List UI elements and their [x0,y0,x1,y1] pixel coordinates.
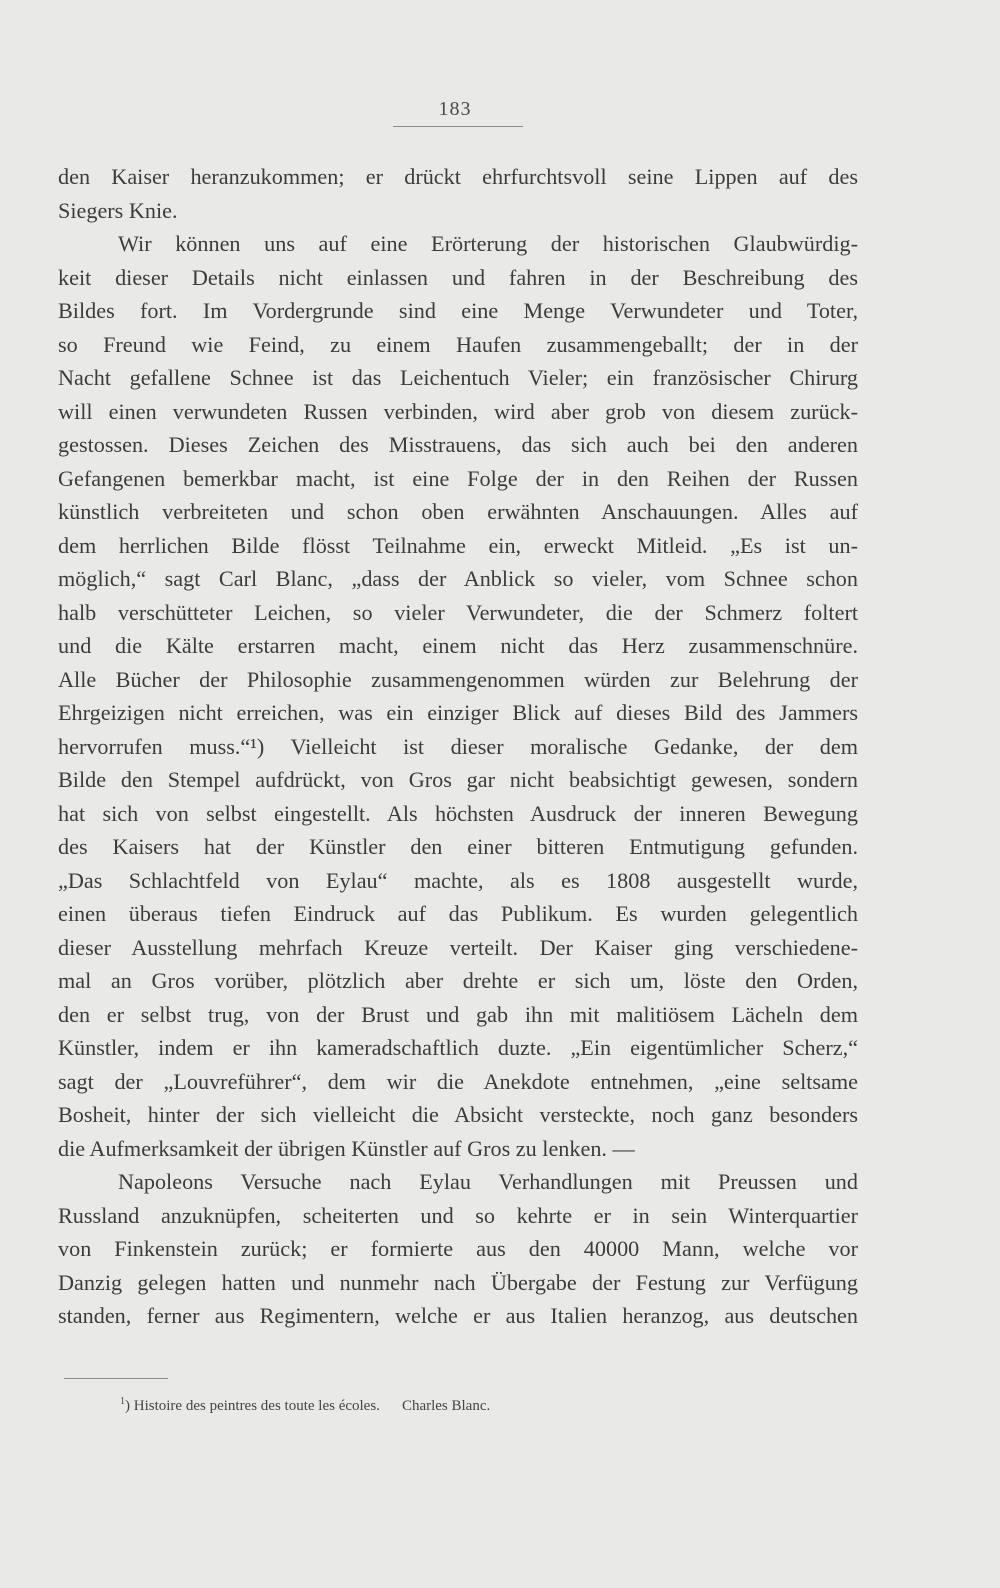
footnote: $^1$) Histoire des peintres des toute les écoles. Charles Blanc. [120,1396,491,1414]
footnote-author: Charles Blanc. [401,1398,491,1414]
page-number: 183 [438,98,472,120]
text-line: Danzig gelegen hatten und nunmehr nach Übergabe der Festung zur Verfügung [58,1269,858,1295]
text-line: dieser Ausstellung mehrfach Kreuze verteilt. Der Kaiser ging verschiedene- [58,934,858,960]
text-line: standen, ferner aus Regimentern, welche er aus Italien heranzog, aus deutschen [58,1303,858,1328]
text-line: Bilde den Stempel aufdrückt, von Gros gar nicht beabsichtigt gewesen, sondern [58,767,858,792]
text-line: sagt der „Louvreführer“, dem wir die Anekdote entnehmen, „eine seltsame [58,1068,858,1094]
text-line: will einen verwundeten Russen verbinden, wird aber grob von diesem zurück- [58,398,858,424]
text-line: hervorrufen muss.“¹) Vielleicht ist dieser moralische Gedanke, der dem [58,733,858,759]
text-line: Ehrgeizigen nicht erreichen, was ein einziger Blick auf dieses Bild des Jammers [58,700,858,725]
text-line: möglich,“ sagt Carl Blanc, „dass der Anblick so vieler, vom Schnee schon [58,566,858,591]
text-line: den Kaiser heranzukommen; er drückt ehrfurchtsvoll seine Lippen auf des [58,164,858,189]
footnote-text: Histoire des peintres des toute les écoles. [133,1398,380,1414]
text-line: halb verschütteter Leichen, so vieler Verwundeter, die der Schmerz foltert [58,599,858,625]
text-line: Siegers Knie. [58,197,178,223]
text-line: Russland anzuknüpfen, scheiterten und so kehrte er in sein Winterquartier [58,1202,858,1228]
text-line: die Aufmerksamkeit der übrigen Künstler auf Gros zu lenken. — [58,1135,635,1161]
text-line: gestossen. Dieses Zeichen des Misstrauens, das sich auch bei den anderen [58,432,858,457]
text-line: Bosheit, hinter der sich vielleicht die Absicht versteckte, noch ganz besonders [58,1102,858,1127]
text-line: Künstler, indem er ihn kameradschaftlich duzte. „Ein eigentümlicher Scherz,“ [58,1035,858,1060]
text-line: künstlich verbreiteten und schon oben erwähnten Anschauungen. Alles auf [58,499,858,524]
text-line: Bildes fort. Im Vordergrunde sind eine Menge Verwundeter und Toter, [58,298,858,323]
body-text [58,160,858,1333]
text-line: so Freund wie Feind, zu einem Haufen zusammengeballt; der in der [58,331,858,357]
footnote-rule [64,1378,168,1379]
text-line: Napoleons Versuche nach Eylau Verhandlungen mit Preussen und [118,1169,858,1194]
text-line: und die Kälte erstarren macht, einem nicht das Herz zusammenschnüre. [58,633,858,658]
text-line: dem herrlichen Bilde flösst Teilnahme ein, erweckt Mitleid. „Es ist un- [58,532,858,558]
text-line: den er selbst trug, von der Brust und gab ihn mit malitiösem Lächeln dem [58,1001,858,1027]
text-line: „Das Schlachtfeld von Eylau“ machte, als es 1808 ausgestellt wurde, [58,867,858,893]
text-line: des Kaisers hat der Künstler den einer bitteren Entmutigung gefunden. [58,834,858,859]
text-line: einen überaus tiefen Eindruck auf das Publikum. Es wurden gelegentlich [58,901,858,926]
header-rule [393,126,523,127]
text-line: Wir können uns auf eine Erörterung der historischen Glaubwürdig- [118,231,858,256]
text-line: hat sich von selbst eingestellt. Als höchsten Ausdruck der inneren Bewegung [58,800,858,826]
text-line: keit dieser Details nicht einlassen und fahren in der Beschreibung des [58,264,858,290]
footnote-marker: 1 [120,1396,125,1407]
text-line: von Finkenstein zurück; er formierte aus den 40000 Mann, welche vor [58,1236,858,1261]
text-line: Alle Bücher der Philosophie zusammengenommen würden zur Belehrung der [58,666,858,692]
text-line: Nacht gefallene Schnee ist das Leichentuch Vieler; ein französischer Chirurg [58,365,858,390]
text-line: mal an Gros vorüber, plötzlich aber drehte er sich um, löste den Orden, [58,968,858,993]
text-line: Gefangenen bemerkbar macht, ist eine Folge der in den Reihen der Russen [58,465,858,491]
